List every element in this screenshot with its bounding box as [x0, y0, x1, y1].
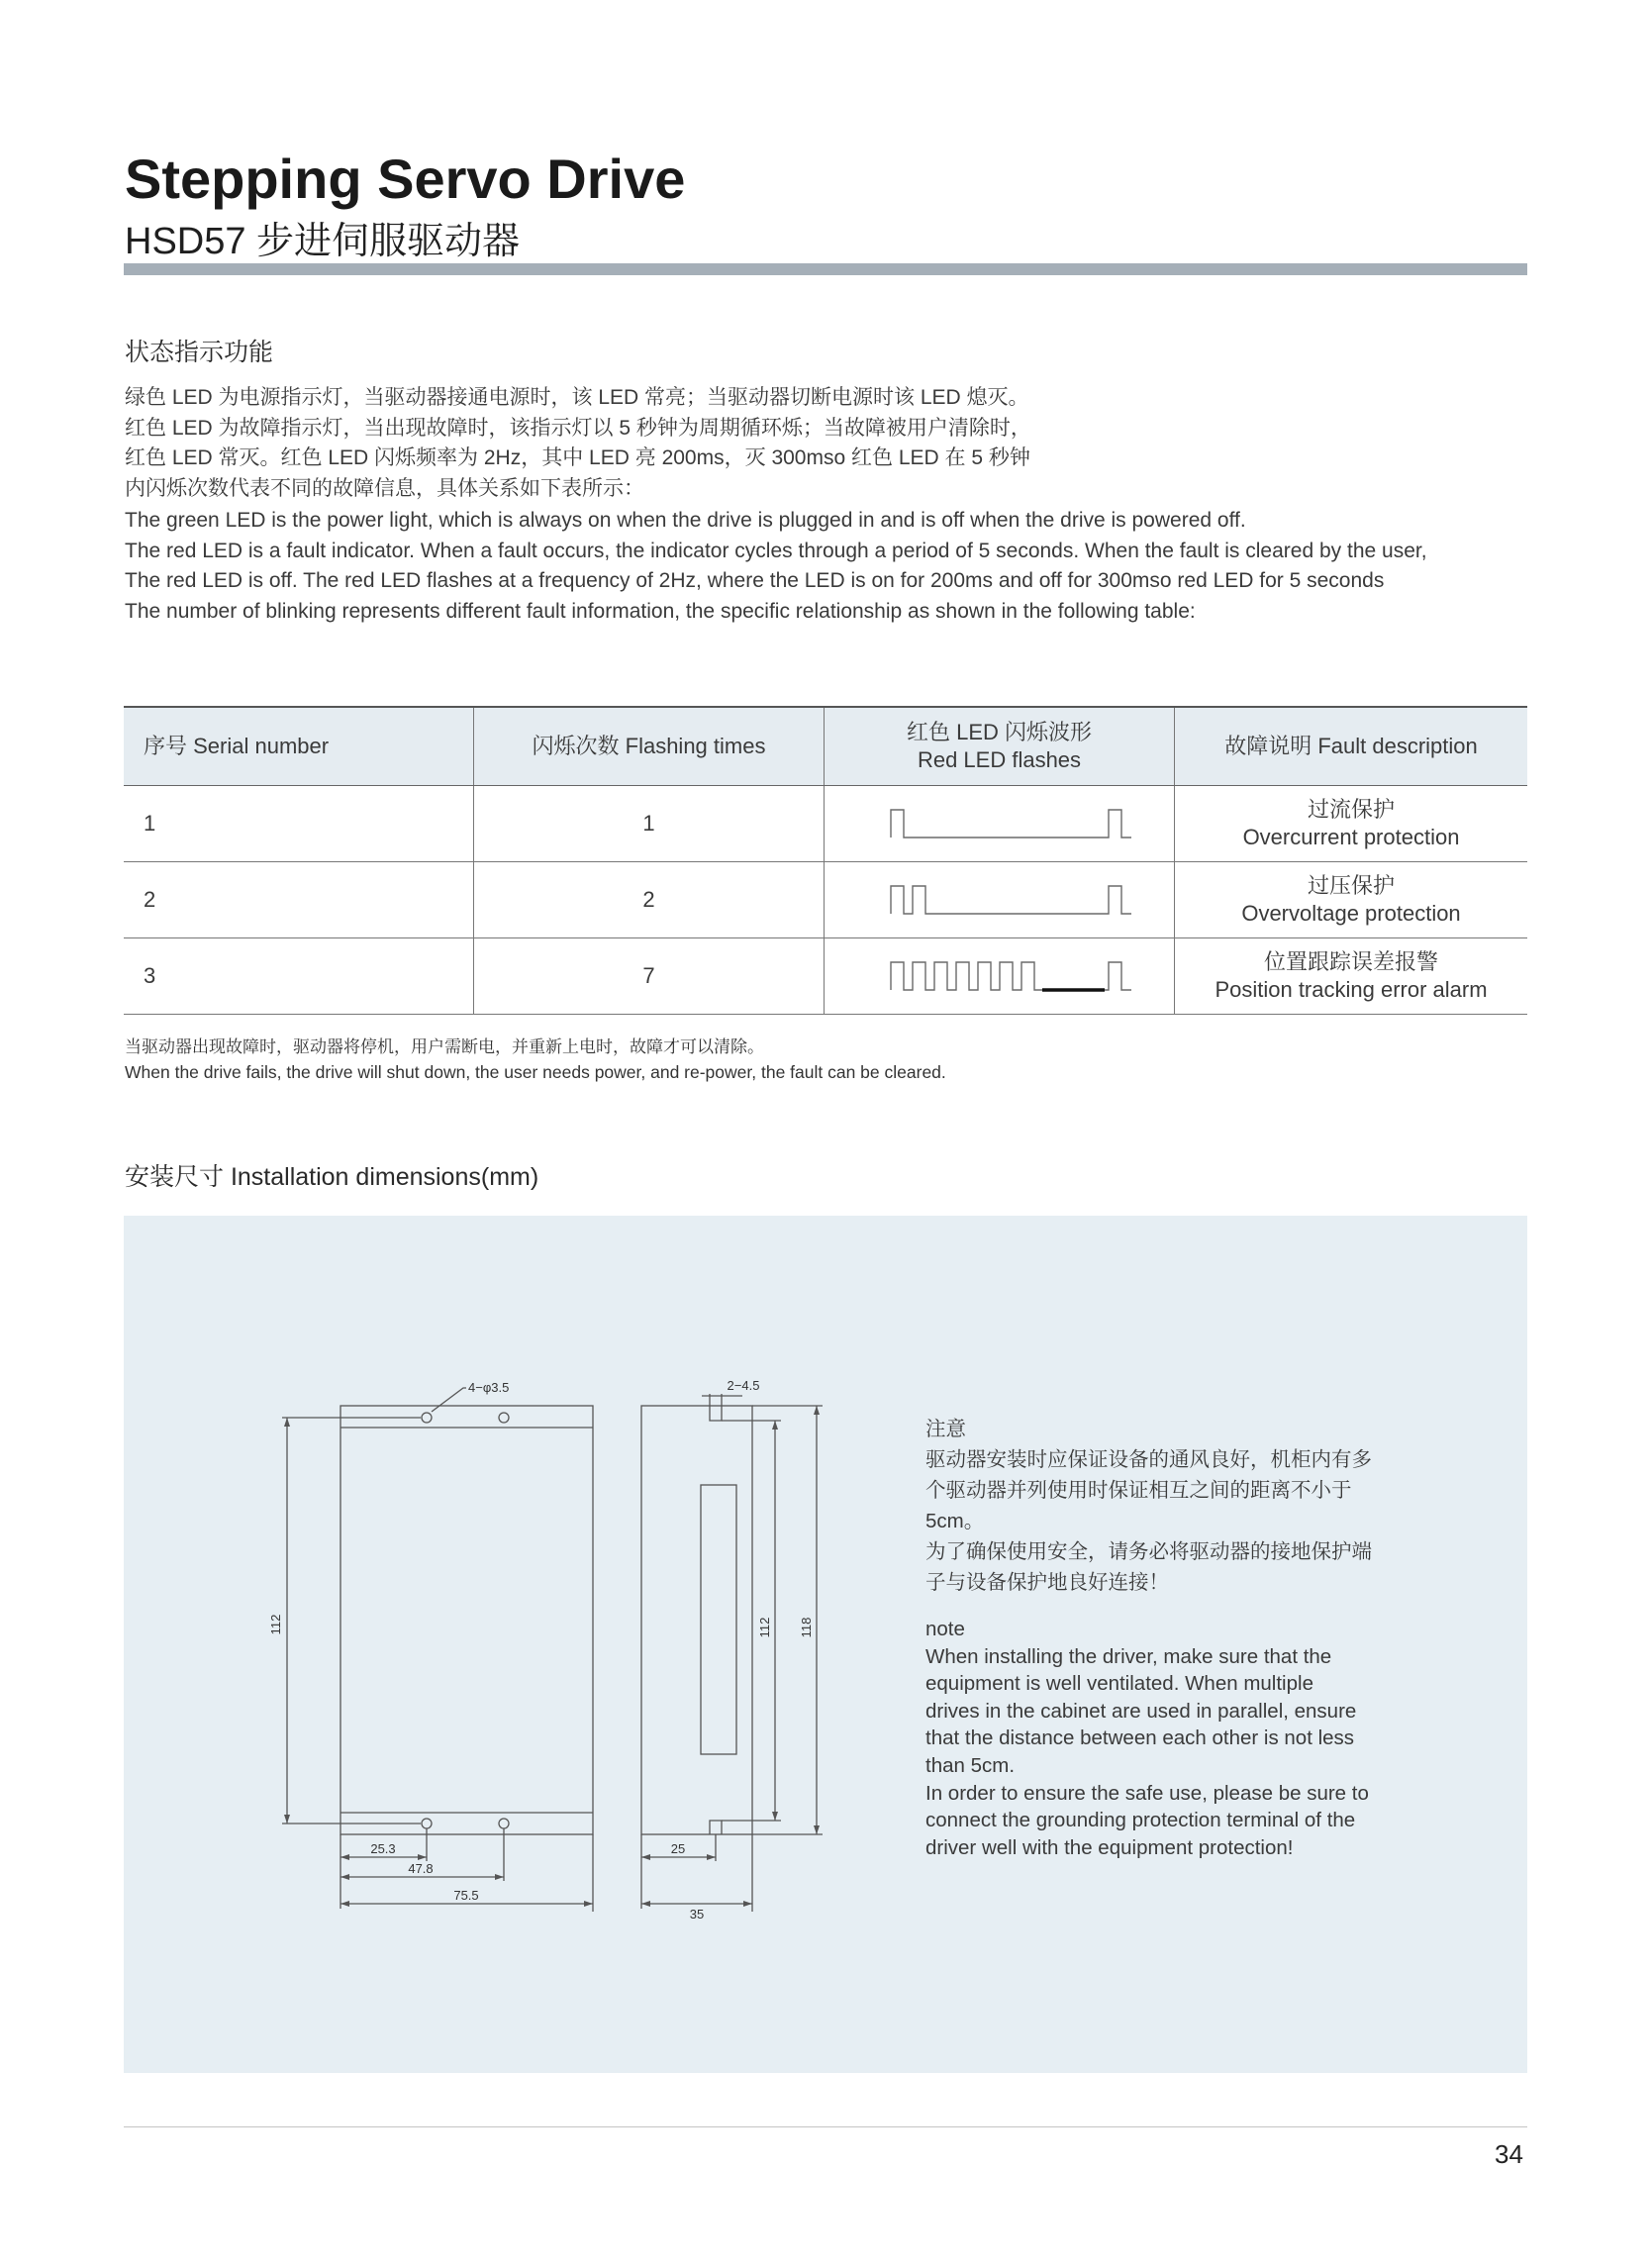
fault-cn: 过流保护 — [1307, 797, 1395, 822]
page-number: 34 — [1495, 2139, 1523, 2169]
table-row — [124, 786, 1527, 862]
dim-25-3-label: 25.3 — [370, 1841, 396, 1856]
cell-flashes: 2 — [474, 862, 825, 938]
note-en-line: than 5cm. — [925, 1753, 1016, 1777]
status-cn-line: 内闪烁次数代表不同的故障信息，具体关系如下表所示： — [125, 476, 644, 500]
side-view-slot — [701, 1485, 736, 1754]
note-cn-line: 个驱动器并列使用时保证相互之间的距离不小于 — [925, 1479, 1352, 1502]
status-cn-line: 绿色 LED 为电源指示灯，当驱动器接通电源时，该 LED 常亮；当驱动器切断电源时该 LED 熄灭。 — [125, 386, 1029, 409]
table-note-cn: 当驱动器出现故障时，驱动器将停机，用户需断电，并重新上电时，故障才可以清除。 — [125, 1037, 764, 1056]
note-cn-line: 为了确保使用安全，请务必将驱动器的接地保护端 — [925, 1540, 1372, 1563]
status-en-line: The number of blinking represents different fault information, the specific relationship as shown in the following table: — [125, 599, 1196, 623]
note-en-title: note — [925, 1618, 965, 1640]
front-view-body — [340, 1406, 593, 1834]
fault-cn: 过压保护 — [1307, 873, 1395, 898]
installation-diagram-panel — [124, 1216, 1527, 2073]
fault-en: Overvoltage protection — [1241, 901, 1461, 926]
note-cn-title: 注意 — [925, 1418, 966, 1440]
note-cn-line: 5cm。 — [925, 1510, 985, 1532]
footer-divider — [124, 2126, 1527, 2127]
cell-waveform — [825, 938, 1175, 1015]
dim-25-label: 25 — [670, 1841, 686, 1856]
header-serial: 序号 Serial number — [124, 707, 474, 786]
fault-cn: 位置跟踪误差报警 — [1263, 949, 1438, 974]
waveform-graphic — [851, 954, 1148, 998]
cell-flashes: 7 — [474, 938, 825, 1015]
note-en-line: driver well with the equipment protection! — [925, 1835, 1294, 1859]
mount-hole — [422, 1413, 432, 1423]
cell-serial: 1 — [124, 786, 474, 862]
cell-flashes: 1 — [474, 786, 825, 862]
cell-fault — [1175, 862, 1528, 938]
status-en-line: The red LED is a fault indicator. When a fault occurs, the indicator cycles through a period of 5 seconds. When the fault is cleared by the user, — [125, 539, 1427, 562]
mount-hole — [499, 1413, 509, 1423]
page-subtitle: HSD57 步进伺服驱动器 — [125, 221, 521, 262]
cell-serial: 2 — [124, 862, 474, 938]
fault-table — [124, 706, 1527, 1015]
waveform-graphic — [851, 878, 1148, 922]
dim-hole-label: 4−φ3.5 — [468, 1380, 510, 1395]
side-view-body — [641, 1406, 752, 1834]
dim-112-front-label: 112 — [268, 1614, 283, 1635]
status-en-line: The green LED is the power light, which is always on when the drive is plugged in and is off when the drive is powered off. — [125, 509, 1246, 532]
cell-fault — [1175, 786, 1528, 862]
cell-serial: 3 — [124, 938, 474, 1015]
header-waveform-cn: 红色 LED 闪烁波形 — [906, 720, 1093, 744]
dim-slot-label: 2−4.5 — [727, 1378, 760, 1393]
note-en-line: drives in the cabinet are used in parallel, ensure — [925, 1699, 1357, 1723]
note-en-line: In order to ensure the safe use, please be sure to — [925, 1781, 1369, 1805]
note-en-line: connect the grounding protection terminal of the — [925, 1809, 1356, 1832]
dim-47-8-label: 47.8 — [408, 1861, 434, 1876]
note-cn-line: 驱动器安装时应保证设备的通风良好，机柜内有多 — [925, 1448, 1372, 1471]
waveform-line — [891, 962, 1131, 990]
cell-fault — [1175, 938, 1528, 1015]
cell-waveform — [825, 786, 1175, 862]
header-waveform — [825, 707, 1175, 786]
title-divider — [124, 263, 1527, 275]
table-row — [124, 938, 1527, 1015]
note-cn-line: 子与设备保护地良好连接！ — [925, 1571, 1169, 1594]
note-en-line: equipment is well ventilated. When multiple — [925, 1672, 1313, 1696]
status-cn-paragraph — [125, 383, 1031, 504]
header-waveform-en: Red LED flashes — [917, 747, 1082, 772]
fault-en: Position tracking error alarm — [1215, 977, 1488, 1002]
fault-en: Overcurrent protection — [1242, 825, 1460, 849]
mount-hole — [422, 1819, 432, 1828]
status-cn-line: 红色 LED 为故障指示灯，当出现故障时，该指示灯以 5 秒钟为周期循环烁；当故障被用户清除时， — [125, 416, 1031, 440]
note-en-line: that the distance between each other is not less — [925, 1726, 1355, 1750]
cell-waveform — [825, 862, 1175, 938]
header-flashing: 闪烁次数 Flashing times — [474, 707, 825, 786]
table-note-en: When the drive fails, the drive will shut down, the user needs power, and re-power, the fault can be cleared. — [125, 1062, 946, 1082]
table-row — [124, 862, 1527, 938]
fault-table-header — [124, 707, 1527, 786]
dim-118-label: 118 — [799, 1617, 814, 1638]
mount-hole — [499, 1819, 509, 1828]
status-cn-line: 红色 LED 常灭。红色 LED 闪烁频率为 2Hz，其中 LED 亮 200ms，灭 300mso 红色 LED 在 5 秒钟 — [125, 446, 1030, 469]
waveform-line — [891, 886, 1131, 914]
dim-112-side-label: 112 — [757, 1617, 772, 1638]
installation-note — [925, 1414, 1383, 1861]
waveform-line — [891, 810, 1131, 838]
status-en-paragraph — [125, 506, 1427, 627]
page-title: Stepping Servo Drive — [125, 148, 686, 210]
dim-75-5-label: 75.5 — [453, 1888, 479, 1903]
waveform-graphic — [851, 802, 1148, 845]
dim-35-label: 35 — [689, 1907, 705, 1922]
header-fault: 故障说明 Fault description — [1175, 707, 1528, 786]
note-en-line: When installing the driver, make sure that the — [925, 1644, 1332, 1668]
status-heading: 状态指示功能 — [125, 339, 274, 366]
installation-heading: 安装尺寸 Installation dimensions(mm) — [125, 1163, 539, 1191]
status-en-line: The red LED is off. The red LED flashes at a frequency of 2Hz, where the LED is on for 200ms and off for 300mso red LED for 5 seconds — [125, 569, 1385, 592]
